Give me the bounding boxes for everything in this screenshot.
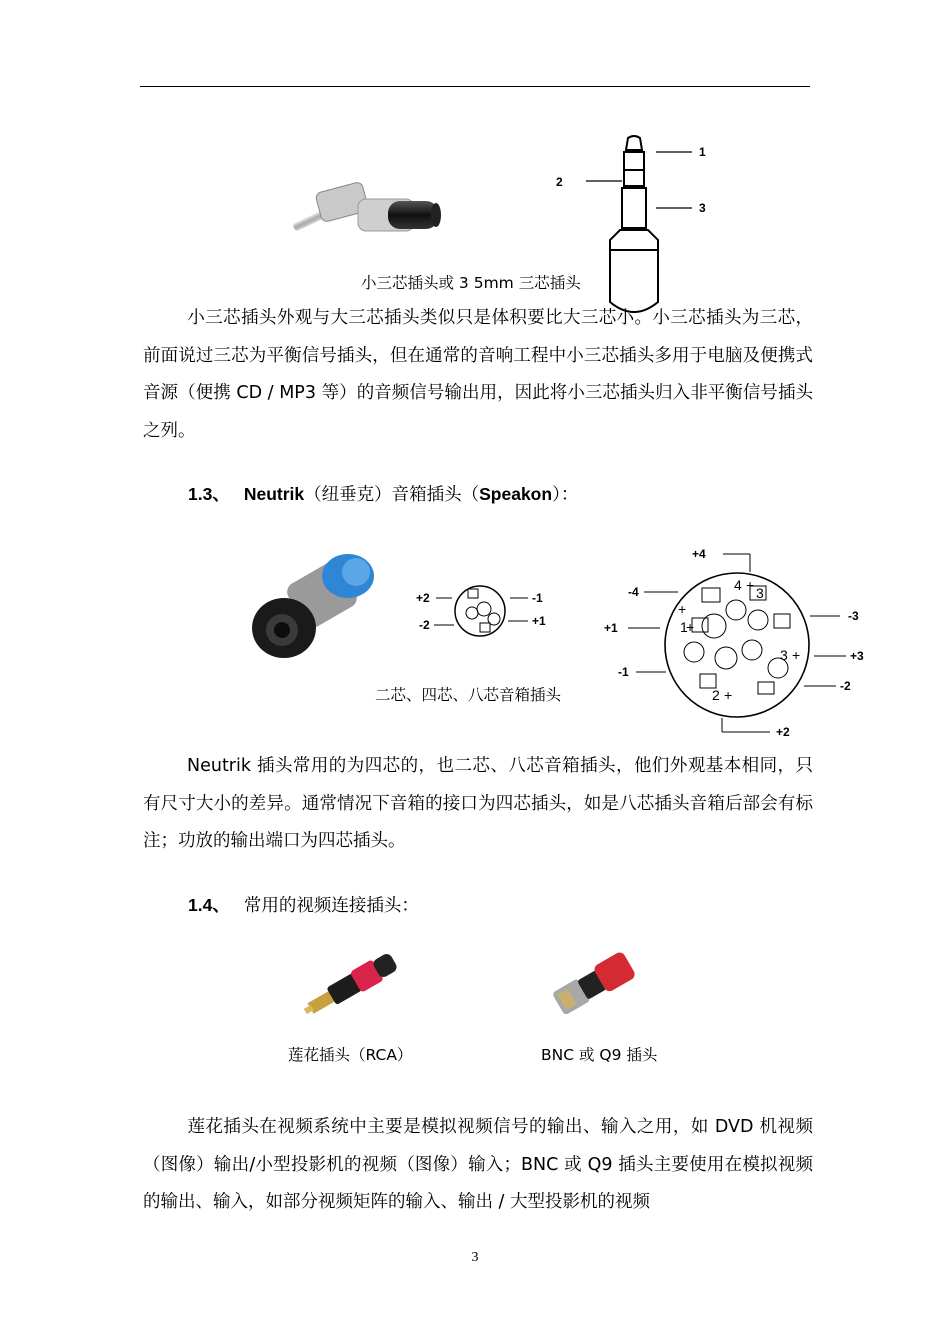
figure1-caption: 小三芯插头或 3 5mm 三芯插头 (361, 274, 581, 292)
speakon-8pole-diagram (600, 540, 880, 745)
brand-neutrik: Neutrik (243, 484, 305, 504)
svg-text:+: + (746, 577, 755, 593)
small-label-plus1: +1 (532, 614, 546, 628)
heading-title: 常用的视频连接插头： (243, 896, 419, 916)
large-label-minus3: -3 (848, 609, 859, 623)
svg-text:+: + (724, 687, 733, 703)
jack-label-3: 3 (699, 201, 706, 215)
svg-text:+: + (792, 647, 801, 663)
brand-speakon: Speakon (479, 484, 553, 504)
small-label-minus2: -2 (419, 618, 430, 632)
svg-text:3: 3 (756, 585, 764, 601)
rca-caption: 莲花插头（RCA） (288, 1046, 413, 1064)
svg-text:+: + (686, 619, 695, 635)
small-label-plus2: +2 (416, 591, 430, 605)
mini-jack-photo (288, 165, 448, 245)
paragraph-video-plugs (143, 1109, 813, 1222)
large-label-minus2: -2 (840, 679, 851, 693)
svg-text:4: 4 (734, 577, 742, 593)
section-1-3-heading (188, 482, 578, 507)
page-number: 3 (471, 1250, 479, 1265)
speakon-photo (248, 548, 388, 663)
jack-label-2: 2 (556, 175, 563, 189)
small-label-minus1: -1 (532, 591, 543, 605)
section-1-4-heading (188, 893, 419, 918)
paragraph-mini-jack-text: 小三芯插头外观与大三芯插头类似只是体积要比大三芯小。小三芯插头为三芯，前面说过三芯为平衡信号插头，但在通常的音响工程中小三芯插头多用于电脑及便携式音源（便携 CD / MP3 等）的音频信号输出用，因此将小三芯插头归入非平衡信号插头之列。 (143, 308, 813, 441)
header-rule (140, 86, 810, 87)
large-label-plus4: +4 (692, 547, 706, 561)
figure2-caption: 二芯、四芯、八芯音箱插头 (375, 686, 562, 704)
heading-mid: （纽垂克）音箱插头（ (304, 485, 480, 505)
large-label-plus1: +1 (604, 621, 618, 635)
large-label-minus1: -1 (618, 665, 629, 679)
jack-label-1: 1 (699, 145, 706, 159)
paragraph-video-plugs-text: 莲花插头在视频系统中主要是模拟视频信号的输出、输入之用，如 DVD 机视频（图像）输出/小型投影机的视频（图像）输入；BNC 或 Q9 插头主要使用在模拟视频的输出、输入，如部分视频矩阵的输入、输出 / 大型投影机的视频 (143, 1117, 813, 1212)
bnc-caption: BNC 或 Q9 插头 (541, 1046, 658, 1064)
large-label-plus3: +3 (850, 649, 864, 663)
paragraph-neutrik (143, 748, 813, 861)
paragraph-mini-jack (143, 300, 813, 450)
paragraph-neutrik-text: Neutrik 插头常用的为四芯的，也二芯、八芯音箱插头，他们外观基本相同，只有尺寸大小的差异。通常情况下音箱的接口为四芯插头，如是八芯插头音箱后部会有标注；功放的输出端口为四芯插头。 (143, 756, 813, 851)
bnc-plug-photo (550, 942, 640, 1022)
svg-text:3: 3 (780, 647, 788, 663)
large-label-minus4: -4 (628, 585, 639, 599)
rca-plug-photo (298, 940, 408, 1028)
heading-tail: ）： (552, 485, 579, 505)
speakon-2pole-diagram (410, 575, 560, 645)
large-label-plus2: +2 (776, 725, 790, 739)
svg-text:2: 2 (712, 687, 720, 703)
svg-text:+: + (678, 601, 687, 617)
svg-text:1: 1 (680, 619, 688, 635)
section-number: 1.4、 (188, 895, 230, 915)
section-number: 1.3、 (188, 484, 230, 504)
